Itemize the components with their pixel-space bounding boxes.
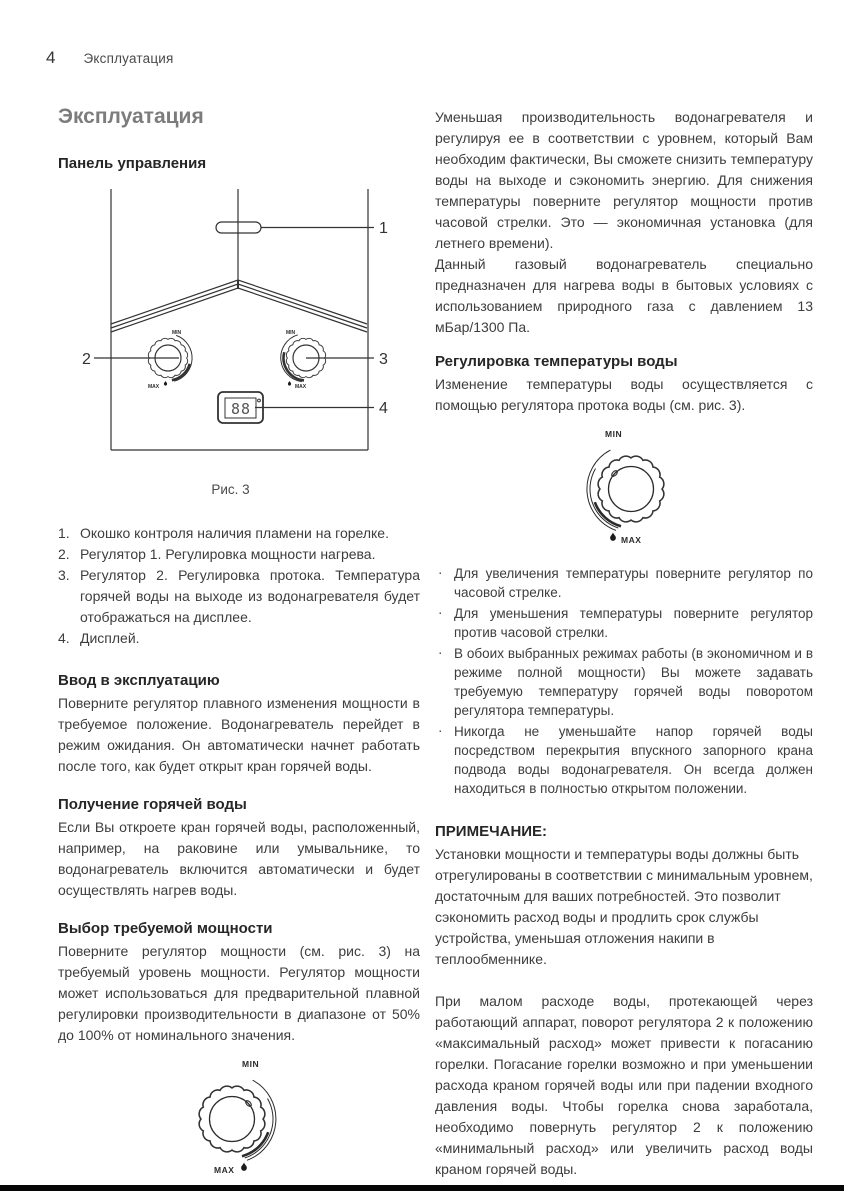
cover-chevron-lines [111, 280, 367, 332]
max-label: MAX [214, 1165, 235, 1175]
intro-paragraph-1: Уменьшая производительность водонагревателя и регулируя ее в соответствии с уровнем, который Вам необходим фактически, Вы сможете снизить температуру воды на выходе и сэкономить энергию. Для снижения температуры поверните регулятор мощности против часовой стрелки. Это — экономичная установка (для летнего времени). [435, 109, 813, 251]
flow-knob-max-label: MAX [295, 384, 307, 390]
power-knob-min-label: MIN [172, 330, 182, 336]
min-label: MIN [605, 429, 623, 439]
note-heading: ПРИМЕЧАНИЕ: [435, 823, 548, 840]
section-heading-power-select: Выбор требуемой мощности [58, 920, 273, 937]
min-label: MIN [242, 1059, 260, 1069]
section-heading-temp: Регулировка температуры воды [435, 353, 678, 370]
legend-item: 2. Регулятор 1. Регулировка мощности нагрева. [58, 546, 376, 562]
power-knob-illustration [154, 1056, 324, 1180]
legend-item: 1. Окошко контроля наличия пламени на горелке. [58, 525, 389, 541]
bullet-marker: · [438, 565, 443, 580]
control-panel-subtitle: Панель управления [58, 155, 207, 172]
note-body: Установки мощности и температуры воды должны быть отрегулированы в соответствии с минимальным уровнем, достаточным для ваших потребностей. Это позволит сэкономить расход воды и продлить срок службы устройства, уменьшая отложения накипи в теплообменнике. [435, 846, 813, 967]
water-drop-icon [288, 381, 291, 386]
bullet-item: · Для увеличения температуры поверните регулятор по часовой стрелке. [438, 565, 813, 600]
section-body-power-select: Поверните регулятор мощности (см. рис. 3) на требуемый уровень мощности. Регулятор мощности может использоваться для предварительной плавной регулировки производительности в диапазоне от 50% до 100% от номинального значения. [58, 943, 420, 1043]
callout-2: 2 [82, 351, 91, 368]
water-drop-icon [610, 533, 616, 541]
max-label: MAX [621, 535, 642, 545]
temperature-tips-list [435, 564, 813, 798]
section-heading-hot-water: Получение горячей воды [58, 796, 247, 813]
flow-knob-illustration [539, 426, 709, 550]
bullet-item: · В обоих выбранных режимах работы (в экономичном и в режиме полной мощности) Вы можете задавать требуемую температуру горячей воды поворотом регулятора температуры. [438, 645, 813, 718]
flow-knob-min-label: MIN [286, 330, 296, 336]
section-body-temp: Изменение температуры воды осуществляется с помощью регулятора протока воды (см. рис. 3). [435, 376, 813, 413]
left-column [58, 0, 420, 1180]
page-bottom-edge [0, 1185, 844, 1191]
power-knob-max-label: MAX [148, 384, 160, 390]
flow-knob-illustration-wrap [435, 426, 813, 550]
flame-icon [164, 381, 167, 386]
power-knob-illustration-wrap [58, 1056, 420, 1180]
fig3-diagram [58, 185, 420, 457]
figure-caption: Рис. 3 [211, 482, 250, 497]
callout-3: 3 [379, 351, 388, 368]
section-heading-startup: Ввод в эксплуатацию [58, 672, 220, 689]
right-column [435, 0, 813, 1180]
figure-legend-list [58, 523, 420, 649]
callout-1: 1 [379, 220, 388, 237]
page-number: 4 [46, 48, 56, 67]
display-value: 88 [231, 400, 252, 418]
bullet-item: · Никогда не уменьшайте напор горячей воды посредством перекрытия впускного запорного крана подвода воды водонагревателя. Он всегда должен находиться в полностью открытом положении. [438, 723, 813, 796]
section-body-hot-water: Если Вы откроете кран горячей воды, расположенный, например, на раковине или умывальнике, то водонагреватель включится автоматически и будет осуществлять нагрев воды. [58, 819, 420, 898]
intro-paragraph-2: Данный газовый водонагреватель специально предназначен для нагрева воды в бытовых условиях с использованием природного газа с давлением 13 мБар/1300 Па. [435, 256, 813, 335]
control-panel-figure [58, 185, 420, 497]
bullet-marker: · [438, 605, 443, 620]
callout-4: 4 [379, 400, 388, 417]
legend-item: 3. Регулятор 2. Регулировка протока. Температура горячей воды на выходе из водонагревателя будет отображаться на дисплее. [58, 567, 420, 625]
bullet-marker: · [438, 723, 443, 738]
final-paragraph: При малом расходе воды, протекающей через работающий аппарат, поворот регулятора 2 к положению «максимальный расход» может привести к погасанию горелки. Погасание горелки возможно и при уменьшении расхода краном горячей воды или при падении входного давления воды. Чтобы горелка снова заработала, необходимо повернуть регулятор 2 к положению «минимальный расход» или увеличить расход воды краном горячей воды. [435, 993, 813, 1177]
bullet-marker: · [438, 645, 443, 660]
legend-item: 4. Дисплей. [58, 630, 140, 646]
chapter-title: Эксплуатация [58, 105, 204, 128]
running-section-title: Эксплуатация [83, 51, 174, 66]
bullet-item: · Для уменьшения температуры поверните регулятор против часовой стрелки. [438, 605, 813, 640]
section-body-startup: Поверните регулятор плавного изменения мощности в требуемое положение. Водонагреватель перейдет в режим ожидания. Он автоматически начнет работать после того, как будет открыт кран горячей воды. [58, 695, 420, 774]
flame-icon [241, 1163, 247, 1171]
